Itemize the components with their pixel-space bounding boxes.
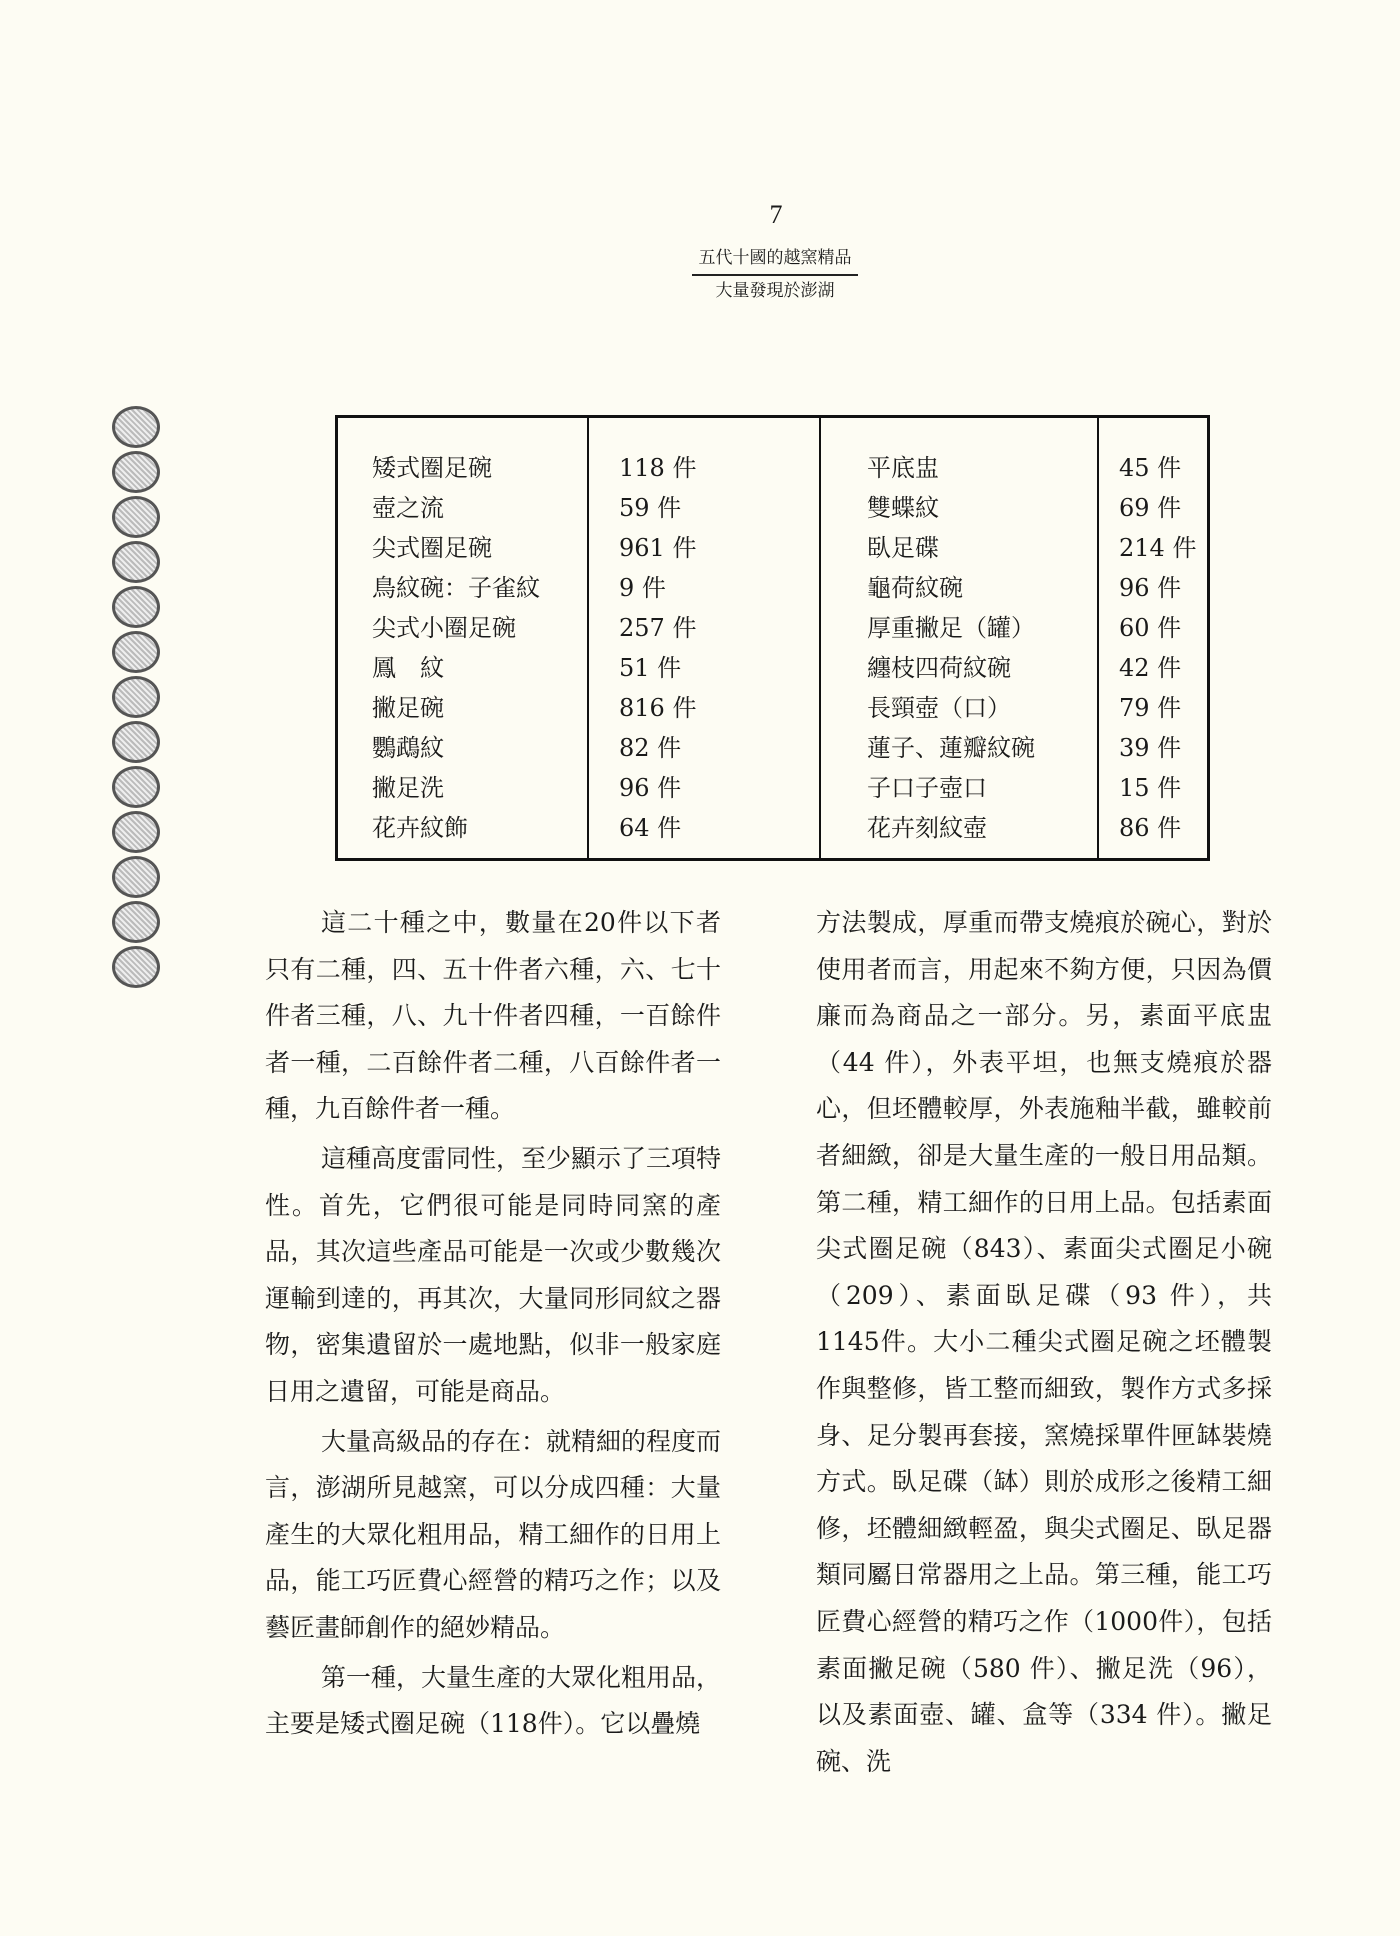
item-count: 82 件 [619, 734, 682, 762]
item-name: 平底盅 [867, 454, 939, 482]
item-count: 42 件 [1119, 654, 1182, 682]
item-name: 撇足洗 [372, 774, 444, 802]
item-name: 尖式小圈足碗 [372, 614, 516, 642]
paragraph: 方法製成，厚重而帶支燒痕於碗心，對於使用者而言，用起來不夠方便，只因為價廉而為商品之一部分。另，素面平底盅（44 件），外表平坦，也無支燒痕於器心，但坯體較厚，外表施釉半截，雖較前者細緻，卻是大量生產的一般日用品類。第二種，精工細作的日用上品。包括素面尖式圈足碗（843）、素面尖式圈足小碗（209）、素面臥足碟（93 件），共 1145件。大小二種尖式圈足碗之坯體製作與整修，皆工整而細致，製作方式多採身、足分製再套接，窯燒採單件匣缽裝燒方式。臥足碟（缽）則於成形之後精工細修，坯體細緻輕盈，與尖式圈足、臥足器類同屬日常器用之上品。第三種，能工巧匠費心經營的精巧之作（1000件），包括素面撇足碗（580 件）、撇足洗（96），以及素面壺、罐、盒等（334 件）。撇足碗、洗 [816, 908, 1272, 1776]
seal-icon [112, 946, 160, 988]
item-count: 9 件 [619, 574, 666, 602]
right-count-column [1098, 417, 1209, 860]
item-name: 子口子壺口 [867, 774, 987, 802]
item-name: 花卉刻紋壺 [867, 814, 987, 842]
item-name: 鸚鵡紋 [372, 734, 444, 762]
table-row [337, 417, 1209, 860]
inventory-table [335, 415, 1210, 861]
item-count: 214 件 [1119, 534, 1197, 562]
seal-icon [112, 721, 160, 763]
item-name: 雙蝶紋 [867, 494, 939, 522]
item-name: 蓮子、蓮瓣紋碗 [867, 734, 1035, 762]
item-count: 39 件 [1119, 734, 1182, 762]
seal-icon [112, 676, 160, 718]
paragraph: 這二十種之中，數量在20件以下者只有二種，四、五十件者六種，六、七十件者三種，八、九十件者四種，一百餘件者一種，二百餘件者二種，八百餘件者一種，九百餘件者一種。 [265, 908, 721, 1124]
header-title: 五代十國的越窯精品 [692, 243, 858, 276]
item-count: 51 件 [619, 654, 682, 682]
left-name-column [337, 417, 589, 860]
header-subtitle: 大量發現於澎湖 [715, 281, 835, 301]
item-name: 臥足碟 [867, 534, 939, 562]
seal-icon [112, 766, 160, 808]
item-count: 118 件 [619, 454, 697, 482]
item-count: 816 件 [619, 694, 697, 722]
item-count: 86 件 [1119, 814, 1182, 842]
seal-icon [112, 586, 160, 628]
item-name: 纏枝四荷紋碗 [867, 654, 1011, 682]
item-count: 96 件 [1119, 574, 1182, 602]
item-count: 961 件 [619, 534, 697, 562]
left-count-column [588, 417, 820, 860]
seal-icon [112, 811, 160, 853]
item-name: 花卉紋飾 [372, 814, 468, 842]
running-header [692, 243, 858, 306]
item-name: 尖式圈足碗 [372, 534, 492, 562]
seal-icon [112, 496, 160, 538]
body-column-left [265, 900, 721, 1751]
seal-icon [112, 451, 160, 493]
body-column-right [816, 900, 1272, 1788]
item-name: 長頸壺（口） [867, 694, 1011, 722]
item-count: 45 件 [1119, 454, 1182, 482]
item-count: 69 件 [1119, 494, 1182, 522]
item-name: 壺之流 [372, 494, 444, 522]
item-count: 79 件 [1119, 694, 1182, 722]
seal-icon [112, 856, 160, 898]
item-name: 厚重撇足（罐） [867, 614, 1035, 642]
item-name: 鳥紋碗：子雀紋 [372, 574, 540, 602]
item-count: 60 件 [1119, 614, 1182, 642]
seal-decoration [112, 406, 164, 991]
page-number: 7 [769, 200, 783, 229]
right-name-column [820, 417, 1098, 860]
seal-icon [112, 631, 160, 673]
item-count: 59 件 [619, 494, 682, 522]
paragraph: 大量高級品的存在：就精細的程度而言，澎湖所見越窯，可以分成四種：大量產生的大眾化粗用品，精工細作的日用上品，能工巧匠費心經營的精巧之作；以及藝匠畫師創作的絕妙精品。 [265, 1426, 722, 1642]
seal-icon [112, 406, 160, 448]
seal-icon [112, 901, 160, 943]
item-count: 96 件 [619, 774, 682, 802]
item-count: 15 件 [1119, 774, 1182, 802]
item-name: 矮式圈足碗 [372, 454, 492, 482]
item-name: 撇足碗 [372, 694, 444, 722]
item-name: 龜荷紋碗 [867, 574, 963, 602]
item-count: 64 件 [619, 814, 682, 842]
paragraph: 這種高度雷同性，至少顯示了三項特性。首先，它們很可能是同時同窯的產品，其次這些產品可能是一次或少數幾次運輸到達的，再其次，大量同形同紋之器物，密集遺留於一處地點，似非一般家庭日用之遺留，可能是商品。 [265, 1143, 722, 1406]
seal-icon [112, 541, 160, 583]
paragraph: 第一種，大量生產的大眾化粗用品，主要是矮式圈足碗（118件）。它以疊燒 [265, 1662, 722, 1739]
item-count: 257 件 [619, 614, 697, 642]
item-name: 鳳 紋 [372, 654, 444, 682]
